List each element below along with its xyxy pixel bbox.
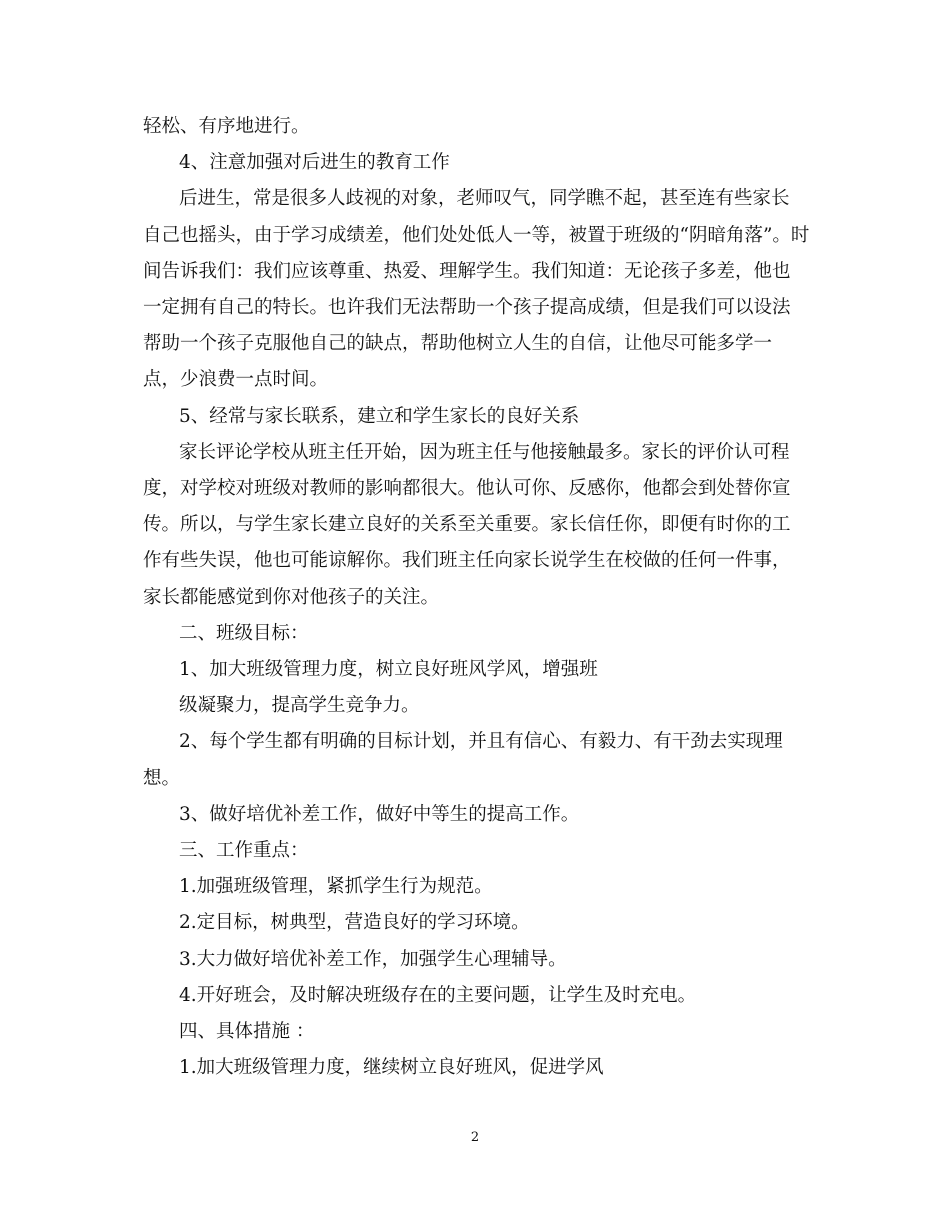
text-line: 间告诉我们：我们应该尊重、热爱、理解学生。我们知道：无论孩子多差，他也 xyxy=(143,260,791,282)
text-line: 2、每个学生都有明确的目标计划，并且有信心、有毅力、有干劲去实现理 xyxy=(179,731,783,753)
text-line: 家长评论学校从班主任开始，因为班主任与他接触最多。家长的评价认可程 xyxy=(179,441,790,463)
text-line: 度，对学校对班级对教师的影响都很大。他认可你、反感你，他都会到处替你宣 xyxy=(143,478,791,499)
text-line: 5、经常与家长联系，建立和学生家长的良好关系 xyxy=(179,405,580,427)
text-line: 3.大力做好培优补差工作，加强学生心理辅导。 xyxy=(179,948,567,970)
text-line: 4.开好班会，及时解决班级存在的主要问题，让学生及时充电。 xyxy=(179,984,697,1006)
text-line: 后进生，常是很多人歧视的对象，老师叹气，同学瞧不起，甚至连有些家长 xyxy=(179,188,790,210)
text-line: 一定拥有自己的特长。也许我们无法帮助一个孩子提高成绩，但是我们可以设法 xyxy=(143,297,791,318)
text-line: 三、工作重点： xyxy=(179,840,309,861)
text-line: 级凝聚力，提高学生竞争力。 xyxy=(179,695,420,717)
text-line: 四、具体措施 ： xyxy=(179,1021,315,1042)
text-line: 轻松、有序地进行。 xyxy=(143,116,310,137)
text-line: 自己也摇头，由于学习成绩差，他们处处低人一等，被置于班级的“阴暗角落”。时 xyxy=(143,224,810,246)
text-line: 家长都能感觉到你对他孩子的关注。 xyxy=(143,586,440,608)
text-line: 1.加强班级管理，紧抓学生行为规范。 xyxy=(179,876,493,898)
text-line: 传。所以，与学生家长建立良好的关系至关重要。家长信任你，即便有时你的工 xyxy=(143,514,791,536)
text-line: 作有些失误，他也可能谅解你。我们班主任向家长说学生在校做的任何一件事， xyxy=(143,550,791,572)
text-line: 1、加大班级管理力度，树立良好班风学风，增强班 xyxy=(179,659,598,680)
text-line: 点，少浪费一点时间。 xyxy=(143,369,329,391)
text-line: 3、做好培优补差工作，做好中等生的提高工作。 xyxy=(179,803,580,825)
text-line: 4、注意加强对后进生的教育工作 xyxy=(179,152,450,174)
page-number: 2 xyxy=(470,1130,480,1145)
text-line: 2.定目标，树典型，营造良好的学习环境。 xyxy=(179,912,530,934)
text-line: 帮助一个孩子克服他自己的缺点，帮助他树立人生的自信，让他尽可能多学一 xyxy=(143,333,773,355)
text-line: 二、班级目标： xyxy=(179,622,309,644)
text-line: 想。 xyxy=(143,767,181,789)
text-line: 1.加大班级管理力度，继续树立良好班风，促进学风 xyxy=(179,1057,604,1079)
